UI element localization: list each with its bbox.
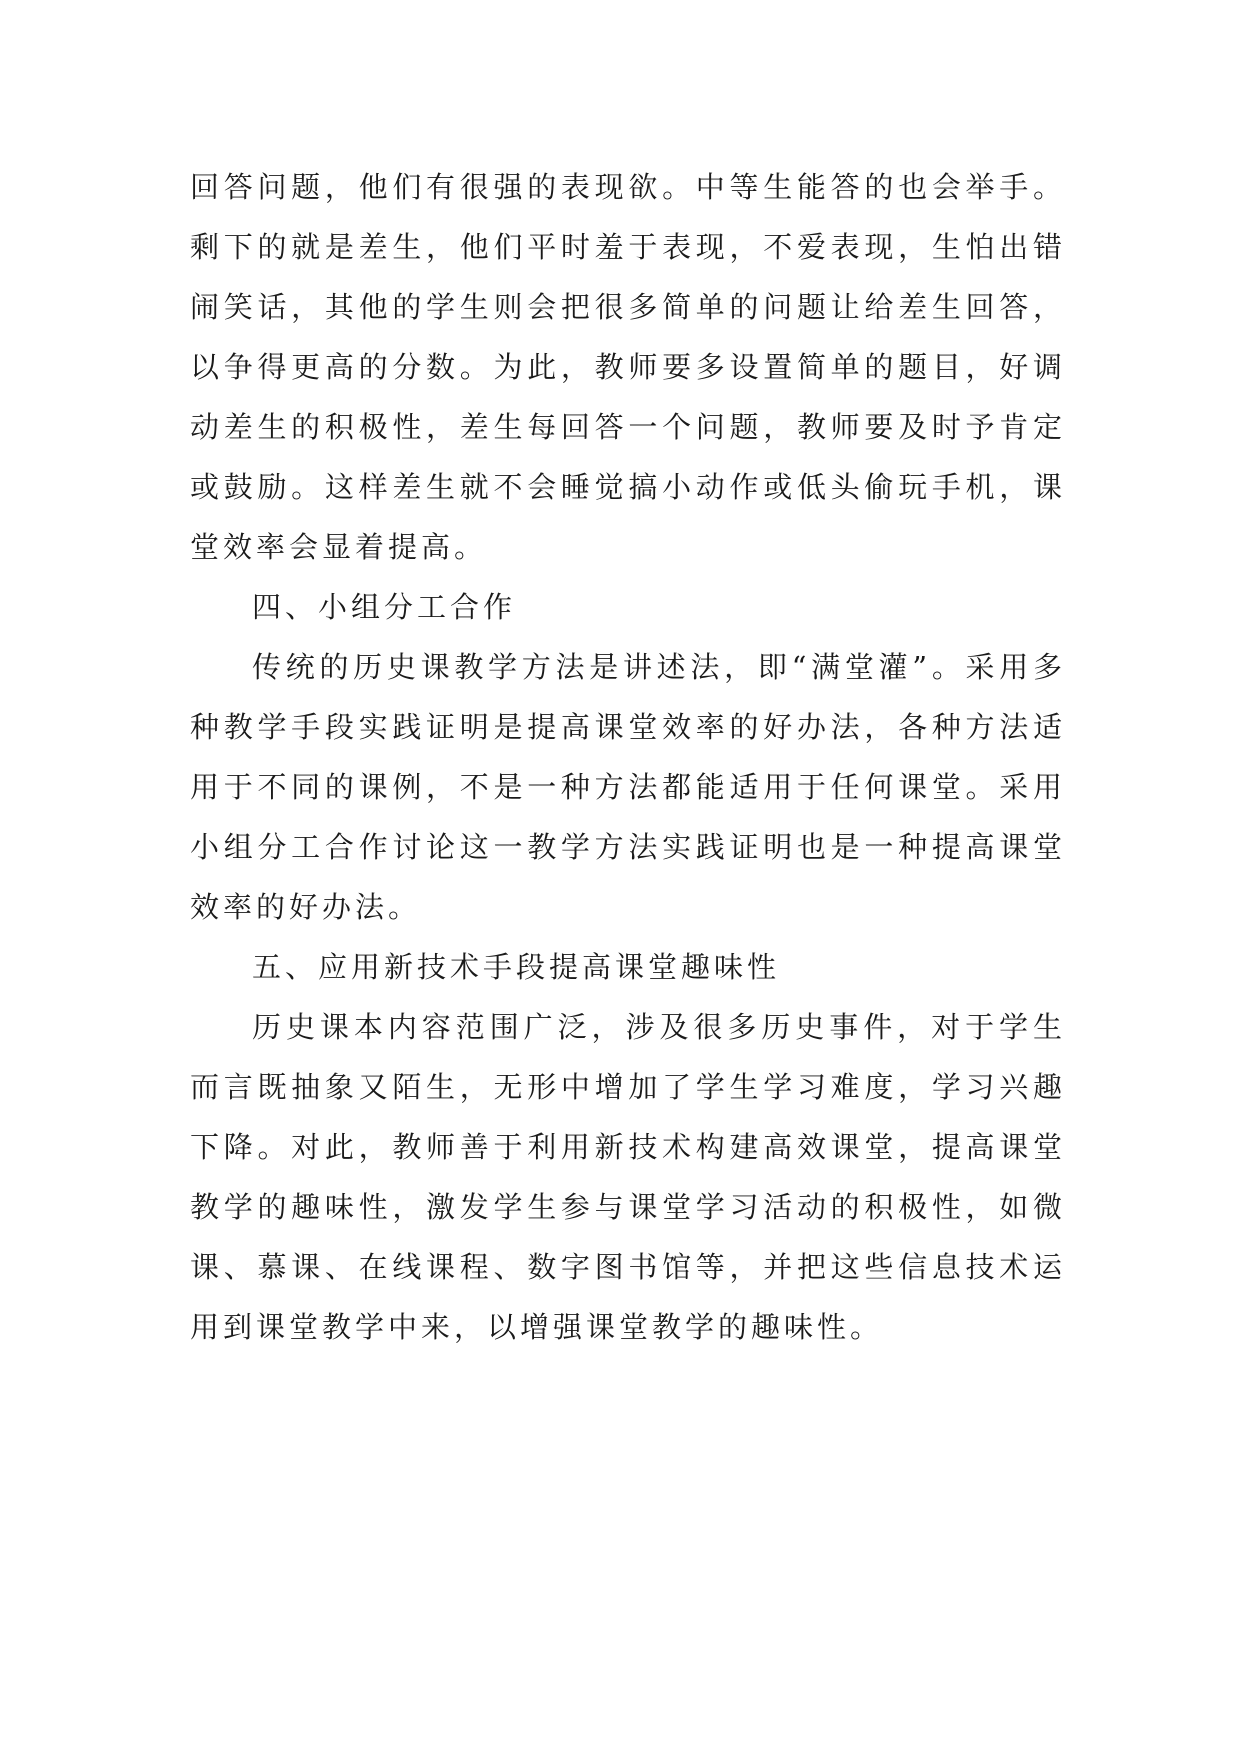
paragraph-section-4: 传统的历史课教学方法是讲述法，即“满堂灌”。采用多种教学手段实践证明是提高课堂效率的好办法，各种方法适用于不同的课例，不是一种方法都能适用于任何课堂。采用小组分工合作讨论这一教学方法实践证明也是一种提高课堂效率的好办法。 <box>190 650 1066 924</box>
paragraph-continuation: 回答问题，他们有很强的表现欲。中等生能答的也会举手。剩下的就是差生，他们平时羞于表现，不爱表现，生怕出错闹笑话，其他的学生则会把很多简单的问题让给差生回答，以争得更高的分数。为此，教师要多设置简单的题目，好调动差生的积极性，差生每回答一个问题，教师要及时予肯定或鼓励。这样差生就不会睡觉搞小动作或低头偷玩手机，课堂效率会显着提高。 <box>190 170 1066 564</box>
section-heading-5: 五、应用新技术手段提高课堂趣味性 <box>252 950 781 984</box>
paragraph-section-5: 历史课本内容范围广泛，涉及很多历史事件，对于学生而言既抽象又陌生，无形中增加了学生学习难度，学习兴趣下降。对此，教师善于利用新技术构建高效课堂，提高课堂教学的趣味性，激发学生参与课堂学习活动的积极性，如微课、慕课、在线课程、数字图书馆等，并把这些信息技术运用到课堂教学中来，以增强课堂教学的趣味性。 <box>190 1010 1066 1344</box>
document-body <box>190 157 1066 1357</box>
section-heading-4: 四、小组分工合作 <box>252 590 517 624</box>
